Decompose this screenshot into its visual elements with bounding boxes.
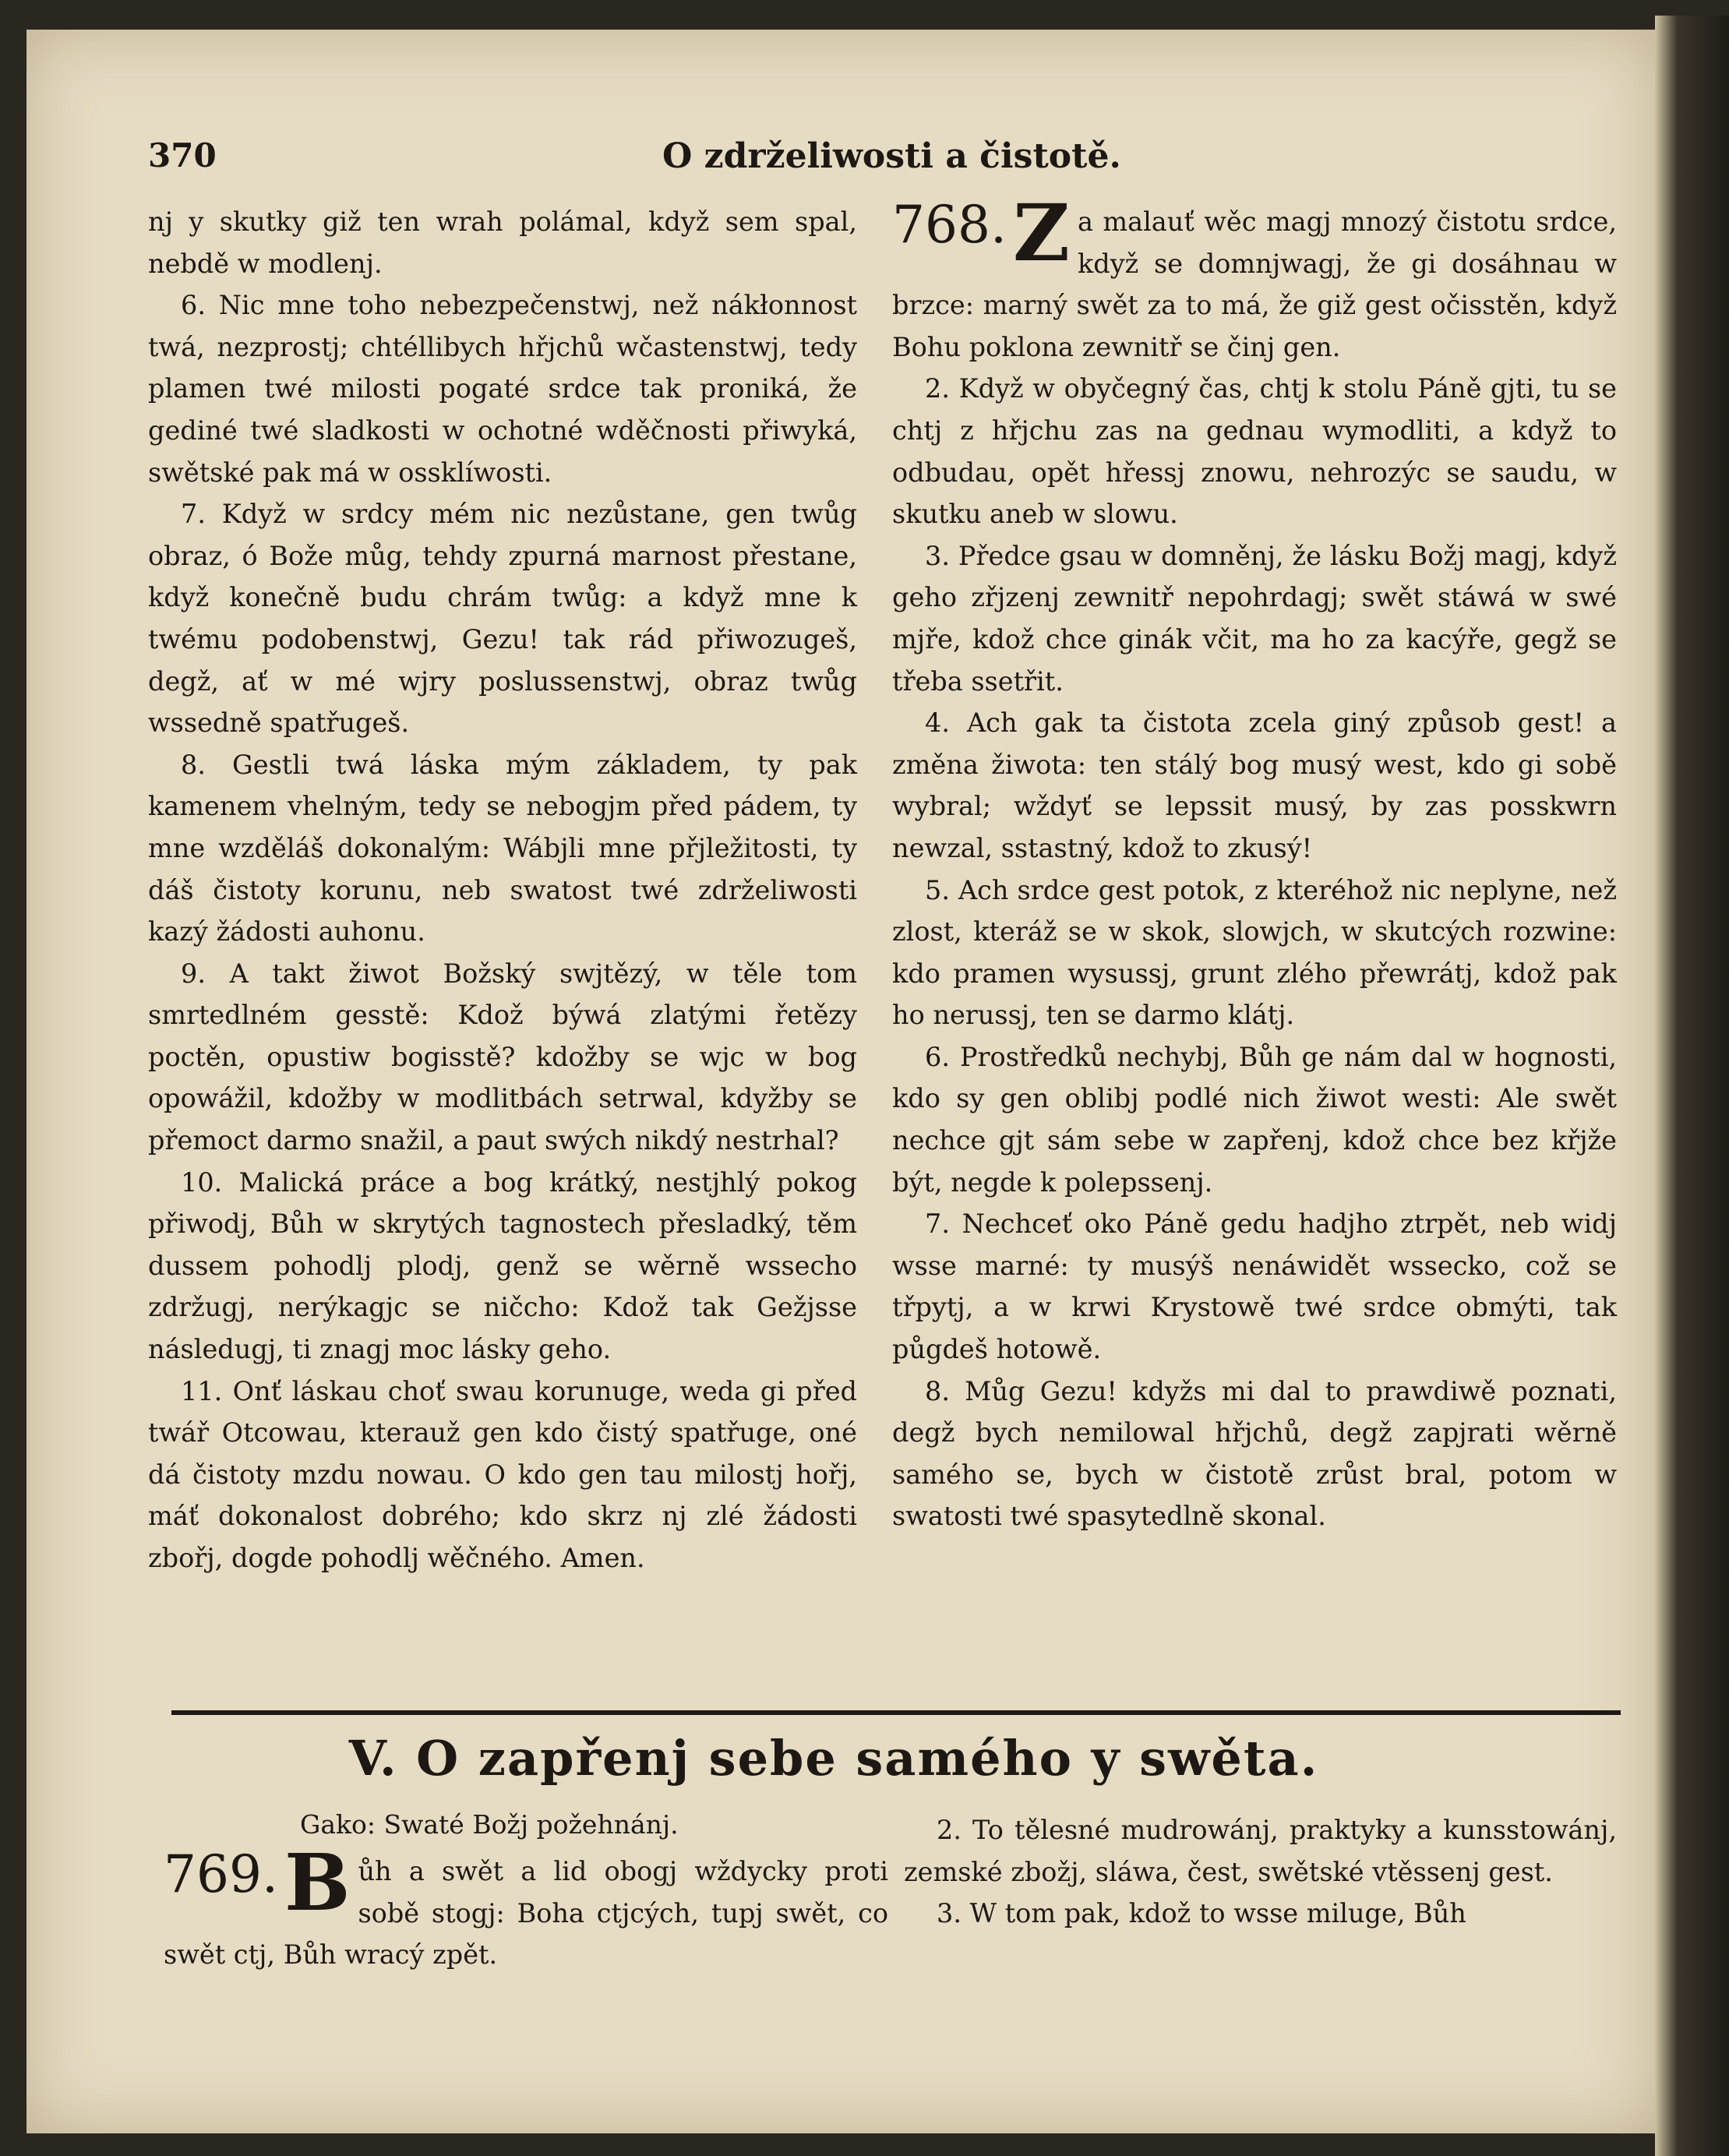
page-header bbox=[148, 136, 1628, 191]
verse-6: 6. Prostředků nechybj, Bůh ge nám dal w hognosti, kdo sy gen oblibj podlé nich žiwot westi: Ale swět nechce gjt sám sebe w zapřenj, kdož chce bez křjže být, negde k polepssenj. bbox=[892, 1041, 1617, 1198]
verse-2: 2. To tělesné mudrowánj, praktyky a kunsstowánj, zemské zbožj, sláwa, čest, swětské vtěssenj gest. bbox=[904, 1815, 1617, 1887]
verse-continuation: nj y skutky giž ten wrah polámal, když sem spal, nebdě w modlenj. bbox=[148, 206, 857, 279]
hymn-769-opening bbox=[164, 1837, 888, 1976]
verse-8: 8. Gestli twá láska mým základem, ty pak kamenem vhelným, tedy se nebogjm před pádem, ty mne wzděláš dokonalým: Wábjli mne přjležitosti, ty dáš čistoty korunu, neb swatost twé zdrželiwosti kazý žádosti auhonu. bbox=[148, 749, 857, 947]
verse-6: 6. Nic mne toho nebezpečenstwj, než nákłonnost twá, nezprostj; chtéllibych hřjchů wčastenstwj, tedy plamen twé milosti pogaté srdce tak proniká, že gediné twé sladkosti w ochotné wděčnosti přiwyká, swětské pak má w ossklíwosti. bbox=[148, 290, 857, 488]
verse-7: 7. Když w srdcy mém nic nezůstane, gen twůg obraz, ó Bože můg, tehdy zpurná marnost přestane, když konečně budu chrám twůg: a když mne k twému podobenstwj, Gezu! tak rád přiwozugeš, degž, ať w mé wjry poslussenstwj, obraz twůg wssedně spatřugeš. bbox=[148, 499, 857, 739]
hymn-769-left bbox=[164, 1837, 888, 1976]
hymn-768-verse-1: a malauť wěc magj mnozý čistotu srdce, když se domnjwagj, že gi dosáhnau w brzce: marný swět za to má, že giž gest očisstěn, když Bohu poklona zewnitř se činj gen. bbox=[892, 206, 1617, 362]
verse-3: 3. W tom pak, kdož to wsse miluge, Bůh bbox=[937, 1898, 1466, 1929]
drop-cap: Z bbox=[1012, 187, 1070, 279]
drop-cap: B bbox=[284, 1837, 351, 1928]
right-column bbox=[892, 187, 1617, 1537]
hymn-768-opening bbox=[892, 187, 1617, 368]
section-title: V. O zapřenj sebe samého y swěta. bbox=[348, 1730, 1319, 1787]
hymn-number: 768. bbox=[892, 195, 1007, 255]
verse-3: 3. Předce gsau w domněnj, že lásku Božj magj, když geho zřjzenj zewnitř nepohrdagj; swět stáwá w swé mjře, kdož chce ginák včit, ma ho za kacýře, gegž se třeba ssetřit. bbox=[892, 540, 1617, 697]
melody-note: Gako: Swaté Božj požehnánj. bbox=[300, 1809, 679, 1840]
page-number: 370 bbox=[148, 136, 217, 175]
verse-4: 4. Ach gak ta čistota zcela giný způsob gest! a změna žiwota: ten stálý bog musý west, kdo gi sobě wybral; wždyť se lepssit musý, by zas posskwrn newzal, sstastný, kdož to zkusý! bbox=[892, 707, 1617, 863]
verse-7: 7. Nechceť oko Páně gedu hadjho ztrpět, neb widj wsse marné: ty musýš nenáwidět wssecko, což se třpytj, a w krwi Krystowě twé srdce obmýti, tak půgdeš hotowě. bbox=[892, 1209, 1617, 1365]
verse-8: 8. Můg Gezu! kdyžs mi dal to prawdiwě poznati, degž bych nemilowal hřjchů, degž zapjrati wěrně samého se, bych w čistotě zrůst bral, potom w swatosti twé spasytedlně skonal. bbox=[892, 1375, 1617, 1532]
running-title: O zdrželiwosti a čistotě. bbox=[662, 136, 1121, 176]
hymn-769-right bbox=[904, 1809, 1617, 1935]
verse-9: 9. A takt žiwot Božský swjtězý, w těle tom smrtedlném gesstě: Kdož býwá zlatými řetězy poctěn, opustiw bogisstě? kdožby se wjc w bog opowážil, kdožby w modlitbách setrwal, kdyžby se přemoct darmo snažil, a paut swých nikdý nestrhal? bbox=[148, 958, 857, 1156]
hymn-number: 769. bbox=[164, 1844, 278, 1904]
verse-2: 2. Když w obyčegný čas, chtj k stolu Páně gjti, tu se chtj z hřjchu zas na gednau wymodliti, a když to odbudau, opět hřessj znowu, nehrozýc se saudu, w skutku aneb w slowu. bbox=[892, 373, 1617, 530]
left-column bbox=[148, 201, 857, 1579]
hymn-769-verse-1: ůh a swět a lid obogj wždycky proti sobě stogj: Boha ctjcých, tupj swět, co swět ctj, Bůh wracý zpět. bbox=[164, 1856, 888, 1971]
verse-10: 10. Malická práce a bog krátký, nestjhlý pokog přiwodj, Bůh w skrytých tagnostech přesladký, těm dussem pohodlj plodj, genž se wěrně wssecho zdržugj, nerýkagjc se ničcho: Kdož tak Gežjsse následugj, ti znagj moc lásky geho. bbox=[148, 1166, 857, 1365]
book-gutter bbox=[1655, 16, 1729, 2156]
verse-11: 11. Onť láskau choť swau korunuge, weda gi před twář Otcowau, kterauž gen kdo čistý spatřuge, oné dá čistoty mzdu nowau. O kdo gen tau milostj hořj, máť dokonalost dobrého; kdo skrz nj zlé žádosti zbořj, dogde pohodlj wěčného. Amen. bbox=[148, 1375, 857, 1573]
verse-5: 5. Ach srdce gest potok, z kteréhož nic neplyne, než zlost, kteráž se w skok, slowjch, w skutcých rozwine: kdo pramen wysussj, grunt zlého přewrátj, kdož pak ho nerussj, ten se darmo klátj. bbox=[892, 874, 1617, 1031]
section-divider bbox=[171, 1710, 1621, 1715]
